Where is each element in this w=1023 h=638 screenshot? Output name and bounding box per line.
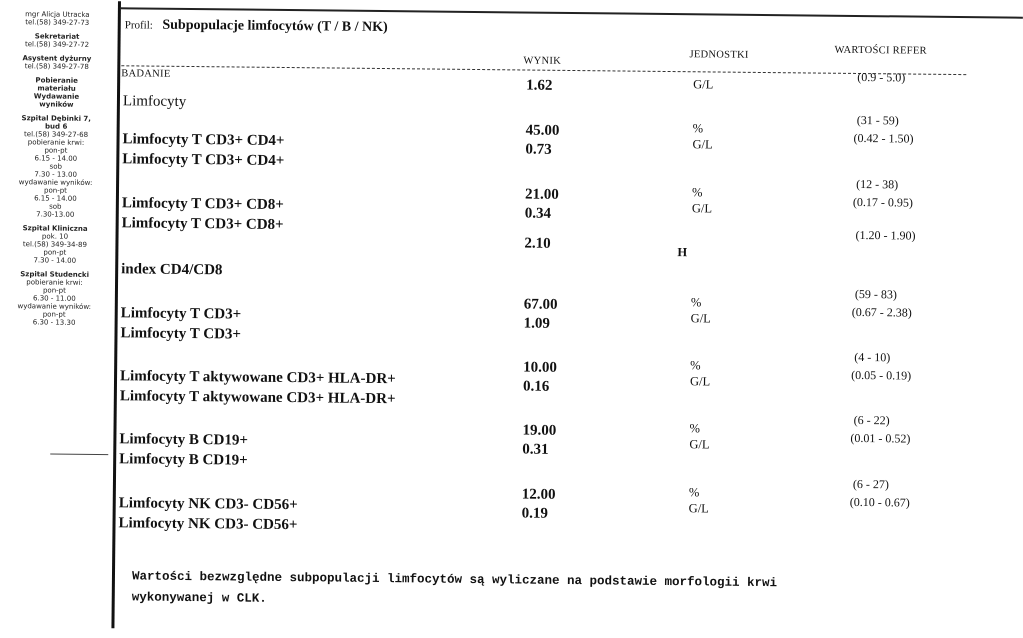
unit-label: % (688, 485, 700, 500)
test-name: Limfocyty T CD3+ (120, 325, 242, 343)
result-value: 0.73 (525, 141, 552, 158)
test-name: Limfocyty T CD3+ CD8+ (121, 215, 284, 233)
unit-label: G/L (691, 201, 713, 216)
reference-range: (0.42 - 1.50) (853, 130, 914, 146)
unit-label: % (690, 295, 702, 310)
column-header-test: BADANIE (121, 68, 171, 80)
collection-line: wyników (39, 100, 74, 109)
unit-label: % (690, 358, 701, 373)
test-name: index CD4/CD8 (121, 261, 223, 279)
site-line: pon-pt (44, 186, 67, 195)
unit-label: G/L (690, 311, 711, 326)
profile-header (125, 17, 388, 36)
reference-range: (0.17 - 0.95) (852, 194, 914, 210)
site-line: bud 6 (44, 122, 68, 131)
profile-label: Profil: (124, 19, 153, 32)
test-name: Limfocyty B CD19+ (119, 451, 248, 469)
site-debinki (0, 114, 114, 219)
test-name: Limfocyty T CD3+ CD8+ (121, 195, 284, 213)
result-value: 21.00 (524, 186, 559, 203)
result-value: 19.00 (522, 422, 557, 439)
site-line: 6.15 - 14.00 (34, 154, 78, 163)
unit-label: G/L (689, 437, 710, 452)
site-line: 6.30 - 11.00 (33, 294, 76, 303)
result-value: 1.62 (526, 77, 553, 94)
site-line: tel.(58) 349-27-68 (24, 130, 89, 139)
test-name: Limfocyty (122, 93, 187, 110)
secretariat-phone: tel.(58) 349-27-72 (24, 40, 90, 49)
collection-line: Wydawanie (33, 92, 80, 101)
collection-line: materiału (37, 84, 76, 93)
site-line: pon-pt (42, 310, 66, 319)
site-line: sob (49, 162, 62, 171)
site-line: wydawanie wyników: (18, 178, 93, 187)
site-line: pon-pt (43, 248, 67, 257)
site-line: tel.(58) 349-34-89 (22, 240, 87, 249)
reference-range: (59 - 83) (854, 286, 898, 302)
header-separator (121, 65, 966, 75)
test-name: Limfocyty T aktywowane CD3+ HLA-DR+ (119, 368, 396, 388)
result-value: 45.00 (525, 122, 560, 139)
result-value: 0.31 (522, 441, 549, 458)
reference-range: (0.01 - 0.52) (850, 430, 911, 446)
site-line: 7.30-13.00 (36, 210, 75, 219)
column-header-result: WYNIK (523, 55, 562, 67)
collection-line: Pobieranie (35, 76, 78, 85)
site-line: pok. 10 (41, 232, 69, 241)
reference-range: (0.10 - 0.67) (849, 494, 910, 510)
duty-contact (0, 54, 114, 71)
unit-label: G/L (692, 137, 713, 152)
site-line: 6.15 - 14.00 (34, 194, 77, 203)
duty-phone: tel.(58) 349-27-78 (24, 62, 89, 71)
result-value: 0.19 (521, 505, 548, 522)
site-line: 7.30 - 14.00 (33, 256, 77, 265)
unit-label: % (689, 421, 701, 436)
column-header-units: JEDNOSTKI (689, 49, 749, 61)
collection-heading (0, 76, 114, 109)
site-line: wydawanie wyników: (17, 302, 92, 311)
reference-range: (0.67 - 2.38) (851, 304, 912, 320)
site-line: Szpital Kliniczna (22, 224, 88, 233)
test-name: Limfocyty T CD3+ CD4+ (122, 151, 285, 169)
reference-range: (12 - 38) (856, 176, 899, 192)
site-line: Szpital Studencki (20, 270, 90, 279)
reference-range: (6 - 27) (852, 476, 890, 492)
unit-label: G/L (688, 501, 709, 516)
result-value: 12.00 (521, 486, 556, 503)
profile-title: Subpopulacje limfocytów (T / B / NK) (162, 17, 388, 36)
site-line: pon-pt (44, 146, 68, 155)
reference-range: (4 - 10) (854, 349, 891, 365)
unit-label: % (692, 121, 704, 136)
site-kliniczna (0, 224, 113, 265)
unit-label: % (691, 185, 703, 200)
site-line: 7.30 - 13.00 (34, 170, 78, 179)
footnote-line-2: wykonywanej w CLK. (131, 590, 267, 606)
test-name: Limfocyty T CD3+ (120, 305, 242, 323)
duty-label: Asystent dyżurny (22, 54, 92, 63)
unit-label: G/L (689, 374, 711, 389)
reference-range: (31 - 59) (856, 112, 899, 128)
site-line: pon-pt (42, 286, 66, 295)
site-line: 6.30 - 13.30 (32, 318, 76, 327)
site-line: Szpital Dębinki 7, (21, 114, 92, 123)
reference-range: (0.9 - 5.0) (857, 69, 906, 85)
test-name: Limfocyty NK CD3- CD56+ (118, 515, 298, 534)
top-rule (120, 7, 1023, 18)
site-studencki (0, 270, 112, 327)
doctor-name: mgr Alicja Utracka (25, 10, 90, 19)
result-value: 1.09 (523, 315, 550, 332)
secretariat-label: Sekretariat (34, 32, 80, 41)
test-name: Limfocyty T aktywowane CD3+ HLA-DR+ (119, 388, 396, 408)
site-line: pobieranie krwi: (27, 138, 85, 147)
result-value: 0.16 (522, 378, 550, 395)
test-name: Limfocyty NK CD3- CD56+ (118, 495, 298, 514)
result-value: 0.34 (524, 205, 552, 222)
test-name: Limfocyty T CD3+ CD4+ (122, 131, 285, 149)
result-value: 2.10 (524, 235, 551, 252)
result-value: 10.00 (523, 359, 558, 376)
footnote-line-1: Wartości bezwzględne subpopulacji limfocytów są wyliczane na podstawie morfologii krwi (131, 569, 778, 591)
site-line: sob (49, 202, 62, 211)
unit-label: G/L (693, 77, 714, 92)
doctor-contact (0, 10, 115, 27)
reference-range: (0.05 - 0.19) (851, 367, 912, 383)
contact-sidebar (0, 0, 115, 628)
doctor-phone: tel.(58) 349-27-73 (25, 18, 90, 27)
reference-range: (1.20 - 1.90) (855, 227, 916, 243)
reference-range: (6 - 22) (853, 412, 890, 428)
column-header-reference: WARTOŚCI REFER (834, 44, 927, 57)
site-line: pobieranie krwi: (26, 278, 83, 287)
test-name: Limfocyty B CD19+ (119, 431, 249, 449)
secretariat-contact (0, 32, 115, 49)
result-value: 67.00 (523, 296, 558, 313)
high-flag-badge: H (677, 245, 688, 260)
